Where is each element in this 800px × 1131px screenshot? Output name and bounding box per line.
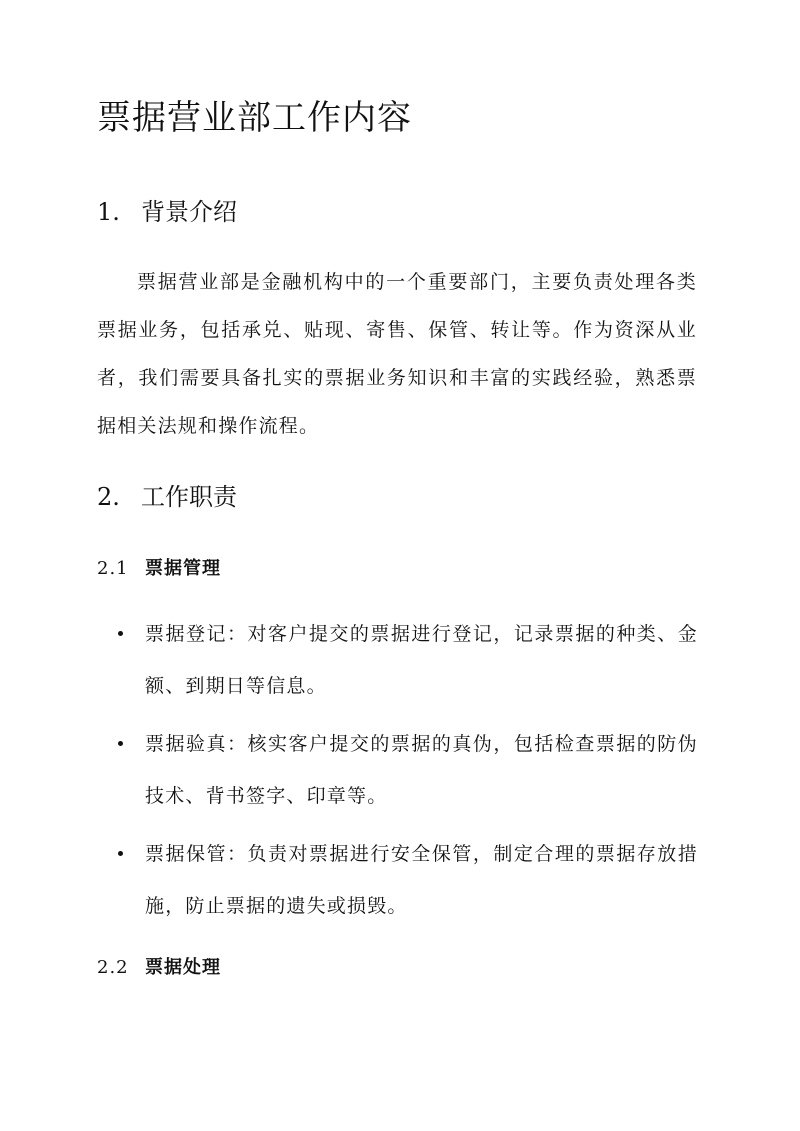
list-item [118,718,698,822]
list-item [118,828,698,932]
bullet-icon [118,851,123,856]
bullet-icon [118,741,123,746]
subsection-heading-bill-processing [97,955,221,981]
list-item-text: 票据保管：负责对票据进行安全保管，制定合理的票据存放措施，防止票据的遗失或损毁。 [145,843,698,917]
subsection-title: 票据管理 [145,558,221,579]
list-item [118,608,698,712]
section-heading-responsibilities [97,481,237,513]
section-number: 1. [97,198,120,226]
section-title: 背景介绍 [141,198,237,226]
list-item-text: 票据登记：对客户提交的票据进行登记，记录票据的种类、金额、到期日等信息。 [145,623,698,697]
document-title: 票据营业部工作内容 [97,98,412,138]
subsection-title: 票据处理 [145,957,221,978]
background-paragraph: 票据营业部是金融机构中的一个重要部门，主要负责处理各类票据业务，包括承兑、贴现、寄售、保管、转让等。作为资深从业者，我们需要具备扎实的票据业务知识和丰富的实践经验，熟悉票据相关法规和操作流程。 [97,271,697,437]
section-title: 工作职责 [141,483,237,511]
section-number: 2. [97,483,120,511]
subsection-heading-bill-management [97,556,221,582]
section-heading-background [97,196,237,228]
list-item-text: 票据验真：核实客户提交的票据的真伪，包括检查票据的防伪技术、背书签字、印章等。 [145,733,698,807]
subsection-number: 2.2 [97,957,129,978]
bill-management-list [118,608,698,938]
subsection-number: 2.1 [97,558,129,579]
bullet-icon [118,631,123,636]
